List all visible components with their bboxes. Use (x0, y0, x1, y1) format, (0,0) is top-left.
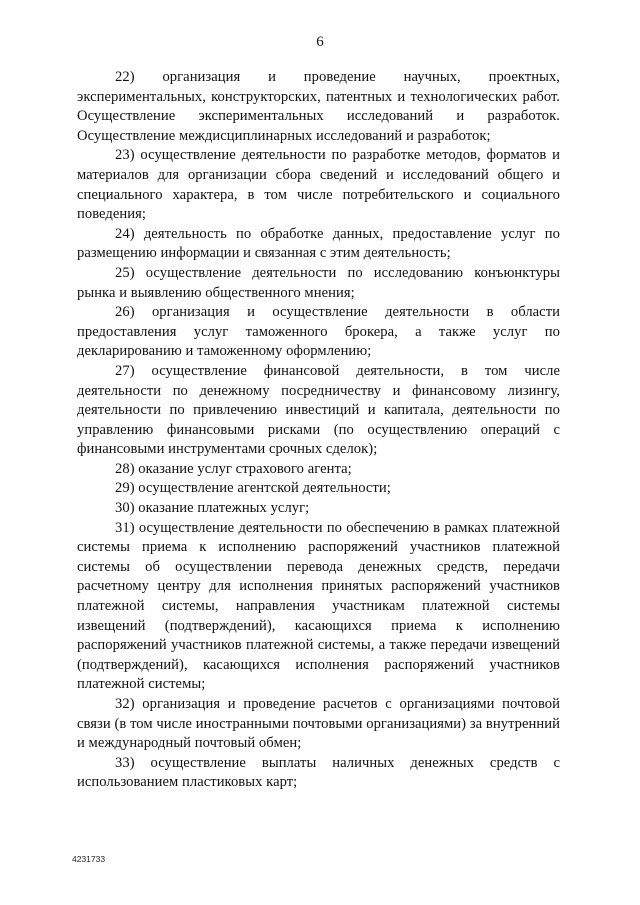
list-item-33: 33) осуществление выплаты наличных денежных средств с использованием пластиковых карт; (77, 754, 560, 791)
list-item-22: 22) организация и проведение научных, проектных, экспериментальных, конструкторских, патентных и технологических работ. Осуществление экспериментальных исследований и разработок. Осуществление междисциплинарных исследований и разработок; (77, 69, 560, 144)
list-item-27: 27) осуществление финансовой деятельности, в том числе деятельности по денежному посредничеству и финансовому лизингу, деятельности по привлечению инвестиций и капитала, деятельности по управлению финансовыми рисками (по осуществлению операций с финансовыми инструментами срочных сделок); (77, 362, 560, 458)
list-item-31: 31) осуществление деятельности по обеспечению в рамках платежной системы приема к исполнению распоряжений участников платежной системы об осуществлении перевода денежных средств, передачи расчетному центру для исполнения принятых распоряжений участников платежной системы, направления участникам платежной системы извещений (подтверждений), касающихся приема к исполнению распоряжений участников платежной системы, а также передачи извещений (подтверждений), касающихся исполнения распоряжений участников платежной системы; (77, 519, 560, 693)
document-code: 4231733 (72, 854, 106, 864)
list-item-30: 30) оказание платежных услуг; (115, 500, 310, 517)
document-body (77, 68, 560, 793)
list-item-23: 23) осуществление деятельности по разработке методов, форматов и материалов для организации сбора сведений и исследований общего и специального характера, в том числе потребительского и социального поведения; (77, 147, 560, 223)
list-item-29: 29) осуществление агентской деятельности; (115, 480, 391, 497)
list-item-32: 32) организация и проведение расчетов с организациями почтовой связи (в том числе иностранными почтовыми организациями) за внутренний и международный почтовый обмен; (77, 696, 560, 752)
list-item-28: 28) оказание услуг страхового агента; (115, 460, 352, 477)
list-item-26: 26) организация и осуществление деятельности в области предоставления услуг таможенного брокера, а также услуг по декларированию и таможенному оформлению; (77, 304, 560, 360)
page-number: 6 (316, 34, 324, 50)
list-item-25: 25) осуществление деятельности по исследованию конъюнктуры рынка и выявлению общественного мнения; (77, 264, 560, 301)
list-item-24: 24) деятельность по обработке данных, предоставление услуг по размещению информации и связанная с этим деятельность; (77, 225, 560, 262)
